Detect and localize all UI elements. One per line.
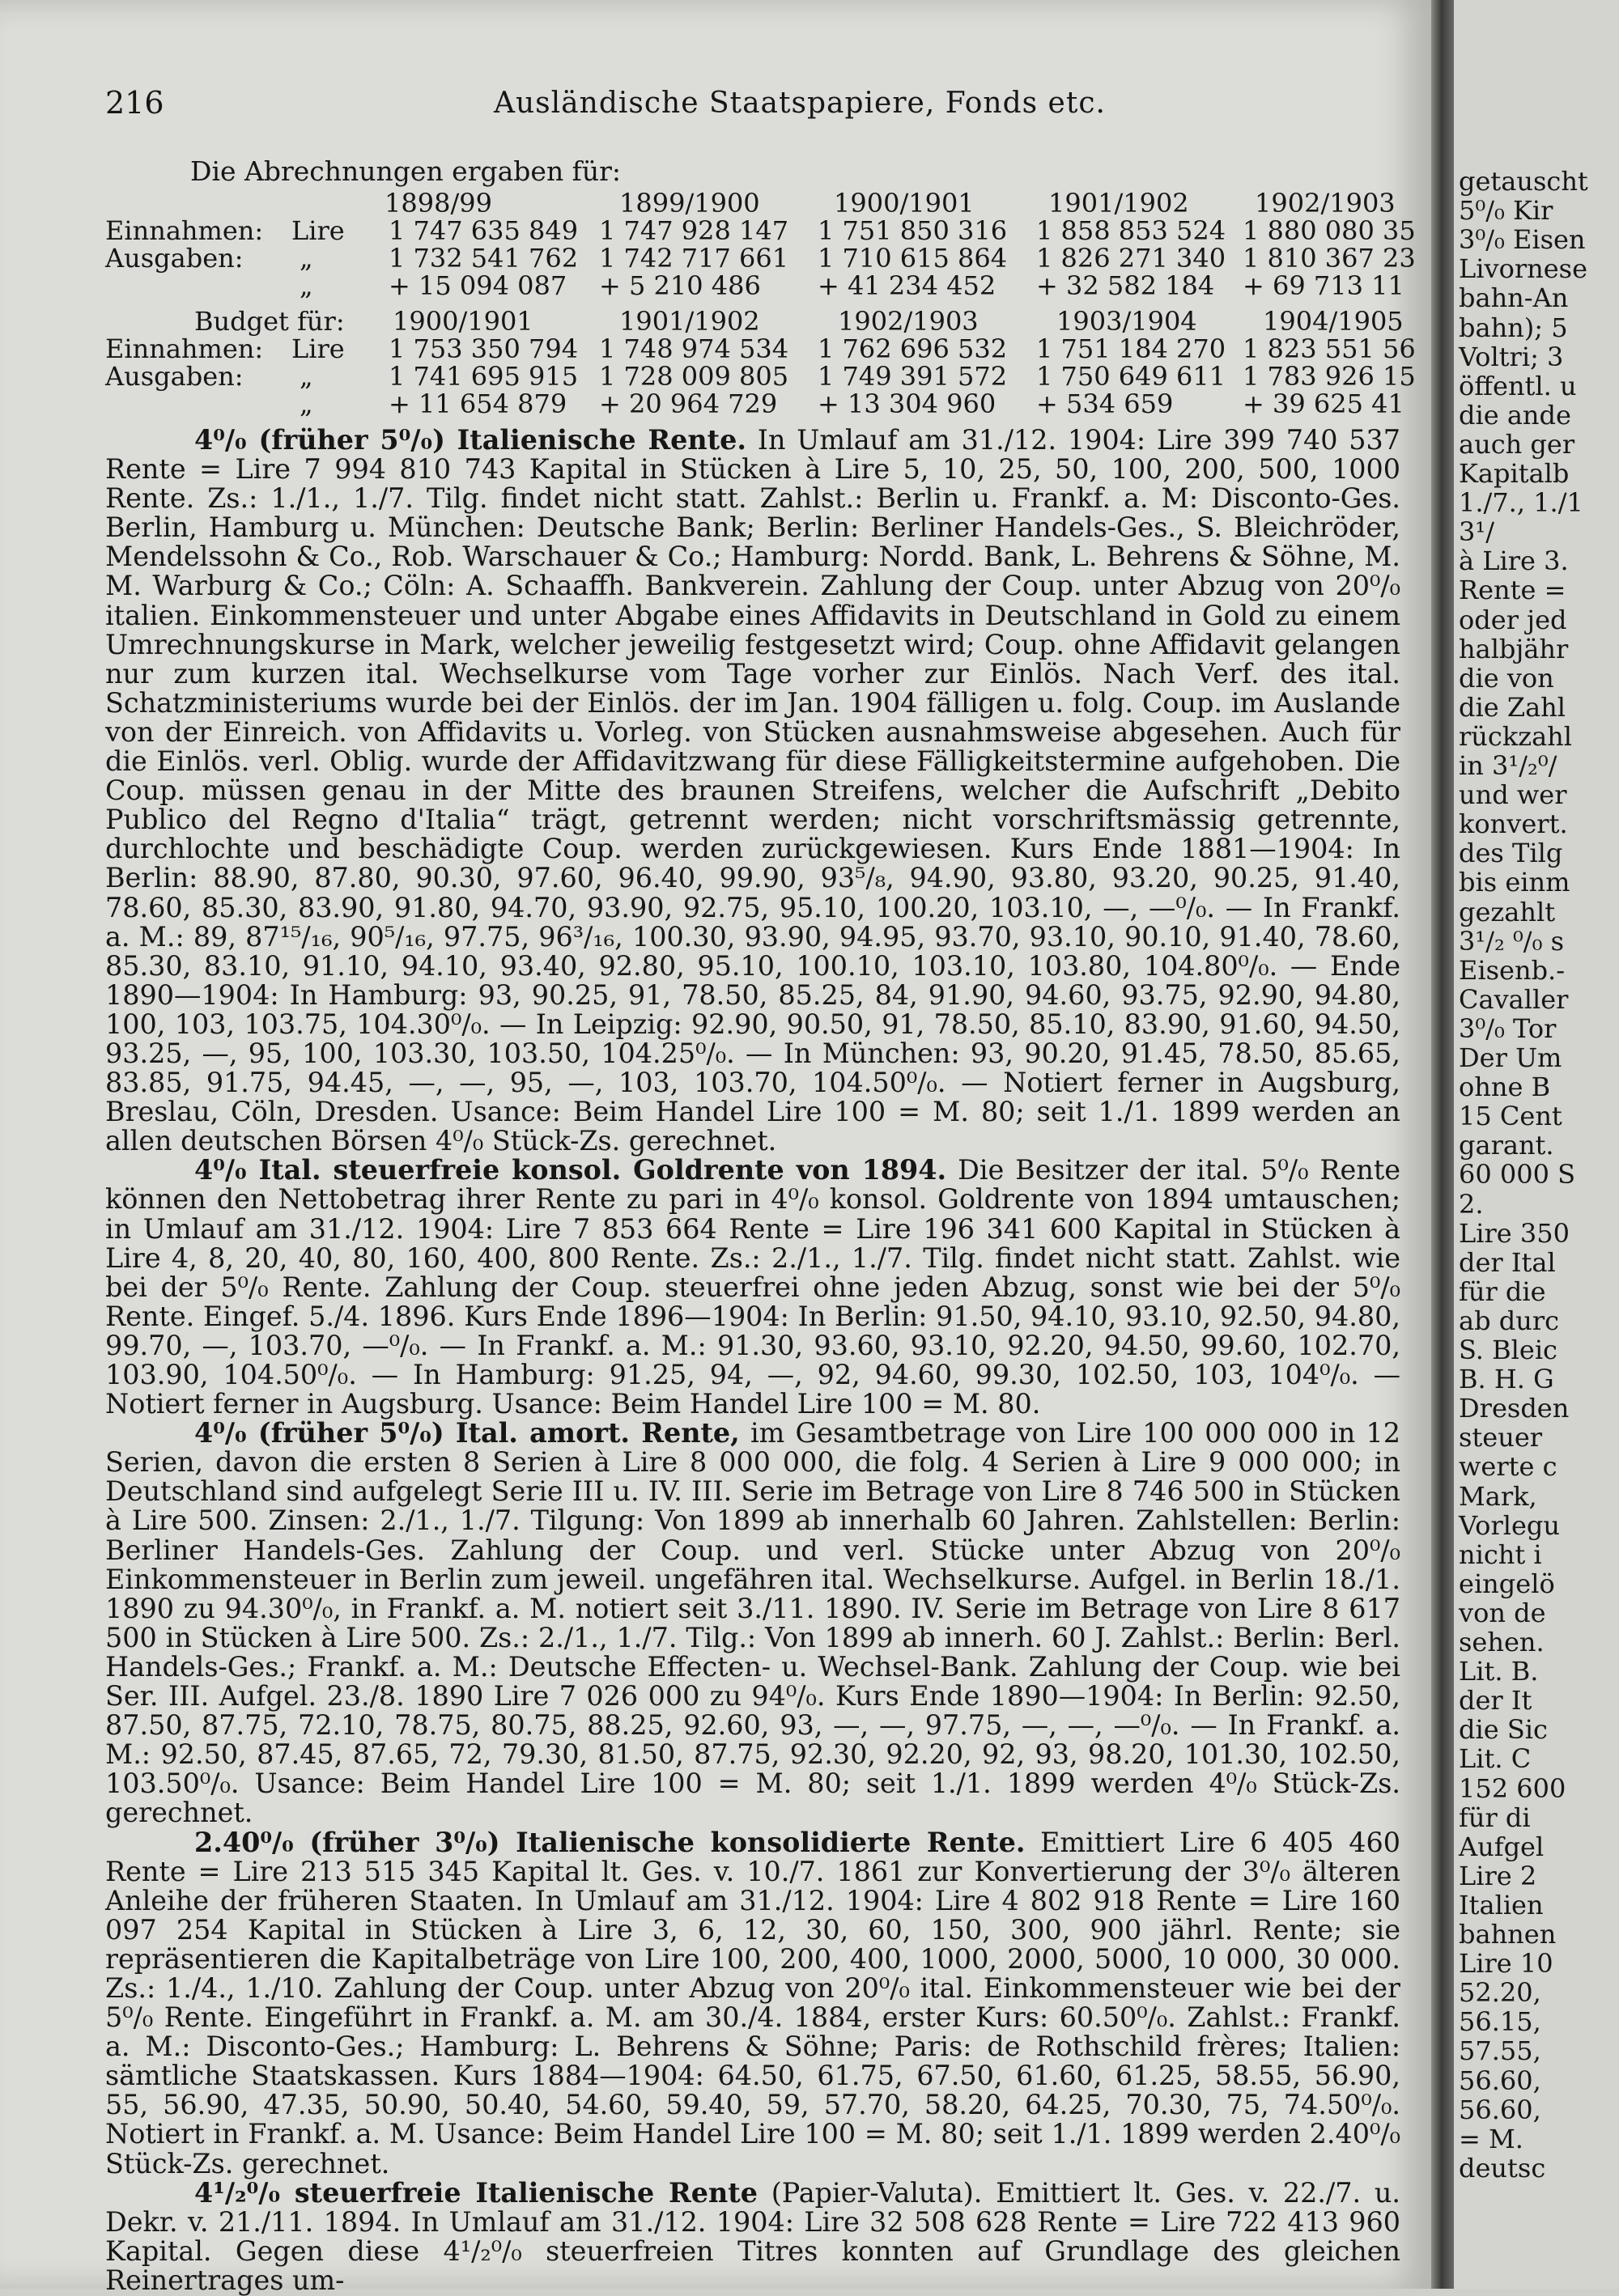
next-page-fragment: eingelö [1459,1568,1555,1599]
next-page-fragment: 5⁰/₀ Kir [1459,195,1553,227]
next-page-fragment: 60 000 S [1459,1159,1576,1190]
value-cell: 1 858 853 524 [1036,215,1226,246]
section-text: In Umlauf am 31./12. 1904: Lire 399 740 537 Rente = Lire 7 994 810 743 Kapital in Stücken à Lire 5, 10, 25, 50, 100, 200, 500, 1000 Rente. Zs.: 1./1., 1./7. Tilg. findet nicht statt. Zahlst.: Berlin u. Frankf. a. M: Disconto-Ges. Berlin, Hamburg u. München: Deutsche Bank; Berlin: Berliner Handels-Ges., S. Bleichröder, Mendelssohn & Co., Rob. Warschauer & Co.; Hamburg: Nordd. Bank, L. Behrens & Söhne, M. M. Warburg & Co.; Cöln: A. Schaaffh. Bankverein. Zahlung der Coup. unter Abzug von 20⁰/₀ italien. Einkommensteuer und unter Abgabe eines Affidavits in Deutschland in Gold zu einem Umrechnungskurse in Mark, welcher jeweilig festgesetzt wird; Coup. ohne Affidavit gelangen nur zum kurzen ital. Wechselkurse vom Tage vorher zur Einlös. Nach Verf. des ital. Schatzministeriums wurde bei der Einlös. der im Jan. 1904 fälligen u. folg. Coup. im Auslande von der Einreich. von Affidavits u. Vorleg. von Stücken ausnahmsweise abgesehen. Auch für die Einlös. verl. Oblig. wurde der Affidavitzwang für diese Fälligkeitstermine aufgehoben. Die Coup. müssen genau in der Mitte des braunen Streifens, welcher die Aufschrift „Debito Publico del Regno d'Italia“ trägt, getrennt werden; nicht vorschriftsmässig getrennte, durchlochte und beschädigte Coup. werden zurückgewiesen. Kurs Ende 1881—1904: In Berlin: 88.90, 87.80, 90.30, 97.60, 96.40, 99.90, 93⁵/₈, 94.90, 93.80, 93.20, 90.25, 91.40, 78.60, 85.30, 83.90, 91.80, 94.70, 93.90, 92.75, 95.10, 100.20, 103.10, —, —⁰/₀. — In Frankf. a. M.: 89, 87¹⁵/₁₆, 90⁵/₁₆, 97.75, 96³/₁₆, 100.30, 93.90, 94.95, 93.70, 93.10, 90.10, 91.40, 78.60, 85.30, 83.10, 91.10, 94.10, 93.40, 92.80, 95.10, 100.10, 103.10, 103.80, 104.80⁰/₀. — Ende 1890—1904: In Hamburg: 93, 90.25, 91, 78.50, 85.25, 84, 91.90, 94.60, 93.75, 92.90, 94.80, 100, 103, 103.75, 104.30⁰/₀. — In Leipzig: 92.90, 90.50, 91, 78.50, 85.10, 83.90, 91.60, 94.50, 93.25, —, 95, 100, 103.30, 103.50, 104.25⁰/₀. — In München: 93, 90.20, 91.45, 78.50, 85.65, 83.85, 91.75, 94.45, —, —, 95, —, 103, 103.70, 104.50⁰/₀. — Notiert ferner in Augsburg, Breslau, Cöln, Dresden. Usance: Beim Handel Lire 100 = M. 80; seit 1./1. 1899 werden an allen deutschen Börsen 4⁰/₀ Stück-Zs. gerechnet. [105,424,1400,1157]
value-cell: 1 728 009 805 [599,361,789,392]
next-page-fragment: ohne B [1459,1072,1551,1103]
next-page-fragment: à Lire 3. [1459,545,1569,577]
next-page-fragment: oder jed [1459,604,1567,635]
next-page-fragment: halbjähr [1459,633,1569,664]
next-page-fragment: werte c [1459,1451,1557,1483]
value-cell: 1 880 080 35 [1243,215,1416,246]
value-cell: 1 751 850 316 [818,215,1008,246]
next-page-fragment: und wer [1459,779,1567,811]
value-cell: + 69 713 11 [1243,270,1404,301]
year-cell: 1904/1905 [1263,306,1404,337]
section-paragraph [105,1156,1400,1419]
next-page-fragment: Aufgel [1459,1831,1545,1862]
value-cell: 1 810 367 23 [1243,243,1416,274]
section-text: im Gesamtbetrage von Lire 100 000 000 in 12 Serien, davon die ersten 8 Serien à Lire 8 000 000, die folg. 4 Serien à Lire 9 000 000; in Deutschland sind aufgelegt Serie III u. IV. III. Serie im Betrage von Lire 8 746 500 in Stücken à Lire 500. Zinsen: 2./1., 1./7. Tilgung: Von 1899 ab innerhalb 60 Jahren. Zahlstellen: Berlin: Berliner Handels-Ges. Zahlung der Coup. und verl. Stücke unter Abzug von 20⁰/₀ Einkommensteuer in Berlin zum jeweil. ungefähren ital. Wechselkurse. Aufgel. in Berlin 18./1. 1890 zu 94.30⁰/₀, in Frankf. a. M. notiert seit 3./11. 1890. IV. Serie im Betrage von Lire 8 617 500 in Stücken à Lire 500. Zs.: 2./1., 1./7. Tilg.: Von 1899 ab innerh. 60 J. Zahlst.: Berlin: Berl. Handels-Ges.; Frankf. a. M.: Deutsche Effecten- u. Wechsel-Bank. Zahlung der Coup. wie bei Ser. III. Aufgel. 23./8. 1890 Lire 7 026 000 zu 94⁰/₀. Kurs Ende 1890—1904: In Berlin: 92.50, 87.50, 87.75, 72.10, 78.75, 80.75, 88.25, 92.60, 93, —, —, 97.75, —, —, —⁰/₀. — In Frankf. a. M.: 92.50, 87.45, 87.65, 72, 79.30, 81.50, 87.75, 92.30, 92.20, 92, 93, 98.20, 101.30, 102.50, 103.50⁰/₀. Usance: Beim Handel Lire 100 = M. 80; seit 1./1. 1899 werden 4⁰/₀ Stück-Zs. gerechnet. [105,1417,1400,1829]
book-gutter [1431,0,1454,2289]
next-page-fragment: bis einm [1459,867,1570,898]
next-page-fragment: 15 Cent [1459,1101,1562,1132]
section-text: (Papier-Valuta). Emittiert lt. Ges. v. 22./7. u. Dekr. v. 21./11. 1894. In Umlauf am 31./12. 1904: Lire 32 508 628 Rente = Lire 722 413 960 Kapital. Gegen diese 4¹/₂⁰/₀ steuerfreien Titres konnten auf Grundlage des gleichen Reinertrages um- [105,2176,1400,2296]
value-cell: 1 747 928 147 [599,215,789,246]
next-page-fragment: Dresden [1459,1393,1570,1424]
next-page-fragment: 56.15, [1459,2006,1541,2038]
next-page-fragment: des Tilg [1459,838,1563,869]
next-page-fragment: bahnen [1459,1919,1557,1950]
next-page-fragment: Eisenb.- [1459,954,1566,986]
section-paragraph [105,2176,1400,2296]
next-page-fragment: für die [1459,1275,1546,1307]
value-cell: 1 747 635 849 [389,215,579,246]
next-page-fragment: Der Um [1459,1042,1562,1073]
budget-year-row [105,306,1417,337]
value-cell: 1 748 974 534 [599,333,789,364]
next-page-fragment: nicht i [1459,1538,1542,1570]
accounts-row-income [105,215,1417,246]
accounts-table [105,188,1417,301]
next-page-fragment: garant. [1459,1130,1554,1161]
section-heading: 4⁰/₀ Ital. steuerfreie konsol. Goldrente von 1894. [194,1154,947,1186]
next-page-fragment: Lire 350 [1459,1217,1570,1249]
year-cell: 1899/1900 [619,188,760,219]
row-unit: „ [300,270,313,301]
article-body [105,426,1400,2295]
value-cell: 1 826 271 340 [1036,243,1226,274]
next-page-fragment: ab durc [1459,1305,1560,1336]
value-cell: + 13 304 960 [818,388,996,419]
next-page-fragment: 3⁰/₀ Tor [1459,1012,1557,1044]
next-page-fragment: der Ital [1459,1246,1556,1278]
value-cell: 1 751 184 270 [1036,333,1226,364]
budget-row-income [105,333,1417,364]
next-page-fragment: Lire 2 [1459,1860,1537,1891]
next-page-fragment: die ande [1459,399,1571,431]
next-page-fragment: Italien [1459,1889,1544,1920]
accounts-year-row [105,188,1417,219]
next-page-fragment: die Sic [1459,1714,1548,1746]
next-page-fragment: 56.60, [1459,2094,1541,2125]
next-page-fragment: S. Bleic [1459,1335,1557,1365]
year-cell: 1898/99 [385,188,492,219]
section-paragraph [105,426,1400,1156]
next-page-fragment: Vorlegu [1459,1509,1560,1541]
next-page-fragment: bahn); 5 [1459,312,1568,343]
running-title: Ausländische Staatspapiere, Fonds etc. [494,87,1106,120]
next-page-fragment: der It [1459,1685,1532,1717]
value-cell: 1 762 696 532 [818,333,1008,364]
next-page-fragment: rückzahl [1459,720,1572,752]
next-page-fragment: auch ger [1459,428,1575,460]
section-heading: 4¹/₂⁰/₀ steuerfreie Italienische Rente [194,2176,758,2209]
accounts-row-expenses [105,243,1417,274]
next-page-fragment: deutsc [1459,2152,1546,2184]
budget-label: Budget für: [194,306,345,337]
row-unit: Lire [291,333,345,364]
next-page-fragment: 1./7., 1./1 [1459,487,1583,519]
value-cell: 1 710 615 864 [818,243,1008,274]
next-page-fragment: Lire 10 [1459,1948,1553,1980]
value-cell: + 41 234 452 [818,270,996,301]
next-page-fragment: in 3¹/₂⁰/ [1459,750,1557,781]
next-page-fragment: gezahlt [1459,896,1556,927]
year-cell: 1902/1903 [838,306,979,337]
next-page-fragment: die von [1459,662,1554,694]
value-cell: 1 750 649 611 [1036,361,1226,392]
page-header [105,85,1400,134]
row-label: Einnahmen: [105,333,264,364]
value-cell: + 5 210 486 [599,270,761,301]
accounts-row-balance [105,270,1417,301]
budget-table [105,306,1417,419]
next-page-fragment: 56.60, [1459,2065,1541,2096]
year-cell: 1903/1904 [1056,306,1197,337]
next-page-fragment: Rente = [1459,575,1566,606]
next-page-fragment: = M. [1459,2123,1523,2154]
section-paragraph [105,1828,1400,2179]
next-page-fragment: 3¹/₂ ⁰/₀ s [1459,925,1564,957]
section-text: Die Besitzer der ital. 5⁰/₀ Rente können den Nettobetrag ihrer Rente zu pari in 4⁰/₀ konsol. Goldrente von 1894 umtauschen; in Umlauf am 31./12. 1904: Lire 7 853 664 Rente = Lire 196 341 600 Kapital in Stücken à Lire 4, 8, 20, 40, 80, 160, 400, 800 Rente. Zs.: 2./1., 1./7. Tilg. findet nicht statt. Zahlst. wie bei der 5⁰/₀ Rente. Zahlung der Coup. steuerfrei ohne jeden Abzug, sonst wie bei der 5⁰/₀ Rente. Eingef. 5./4. 1896. Kurs Ende 1896—1904: In Berlin: 91.50, 94.10, 93.10, 92.50, 94.80, 99.70, —, 103.70, —⁰/₀. — In Frankf. a. M.: 91.30, 93.60, 93.10, 92.20, 94.50, 99.60, 102.70, 103.90, 104.50⁰/₀. — In Hamburg: 91.25, 94, —, 92, 94.60, 99.30, 102.50, 103, 104⁰/₀. — Notiert ferner in Augsburg. Usance: Beim Handel Lire 100 = M. 80. [105,1154,1401,1420]
budget-row-expenses [105,361,1417,392]
next-page-fragment: die Zahl [1459,691,1566,723]
next-page-fragment: 152 600 [1459,1772,1566,1804]
budget-row-balance [105,388,1417,419]
next-page-fragment: getauscht [1459,166,1588,197]
next-page-fragment: Cavaller [1459,983,1569,1015]
value-cell: 1 753 350 794 [389,333,579,364]
year-cell: 1901/1902 [619,306,760,337]
next-page-edge [1454,0,1619,2289]
next-page-fragment: 3⁰/₀ Eisen [1459,224,1586,256]
next-page-fragment: Livornese [1459,253,1588,285]
next-page-fragment: Voltri; 3 [1459,341,1564,372]
value-cell: + 32 582 184 [1036,270,1215,301]
section-paragraph [105,1419,1400,1827]
next-page-fragment: für di [1459,1802,1531,1833]
next-page-fragment: öffentl. u [1459,370,1577,401]
next-page-fragment: 2. [1459,1188,1484,1220]
next-page-fragment: konvert. [1459,808,1568,840]
year-cell: 1900/1901 [834,188,975,219]
year-cell: 1902/1903 [1255,188,1396,219]
value-cell: 1 749 391 572 [818,361,1008,392]
section-heading: 4⁰/₀ (früher 5⁰/₀) Italienische Rente. [194,424,746,456]
row-label: Einnahmen: [105,215,264,246]
next-page-fragment: von de [1459,1597,1546,1628]
value-cell: 1 783 926 15 [1243,361,1416,392]
row-unit: Lire [291,215,345,246]
next-page-fragment: bahn-An [1459,282,1569,314]
next-page-fragment: sehen. [1459,1627,1545,1657]
value-cell: 1 742 717 661 [599,243,789,274]
next-page-fragment: Mark, [1459,1480,1537,1512]
value-cell: 1 823 551 56 [1243,333,1416,364]
row-unit: „ [300,361,313,392]
value-cell: + 534 659 [1036,388,1174,419]
value-cell: + 11 654 879 [389,388,567,419]
next-page-fragment: steuer [1459,1422,1543,1454]
value-cell: 1 741 695 915 [389,361,579,392]
section-heading: 4⁰/₀ (früher 5⁰/₀) Ital. amort. Rente, [194,1417,740,1449]
page-number: 216 [105,85,164,121]
row-unit: „ [300,388,313,419]
next-page-fragment: Lit. B. [1459,1656,1539,1687]
section-heading: 2.40⁰/₀ (früher 3⁰/₀) Italienische konsolidierte Rente. [194,1826,1026,1858]
next-page-fragment: 57.55, [1459,2035,1541,2067]
row-label: Ausgaben: [105,361,244,392]
next-page-fragment: Kapitalb [1459,458,1570,489]
value-cell: + 20 964 729 [599,388,778,419]
section-text: Emittiert Lire 6 405 460 Rente = Lire 213 515 345 Kapital lt. Ges. v. 10./7. 1861 zur Konvertierung der 3⁰/₀ älteren Anleihe der früheren Staaten. In Umlauf am 31./12. 1904: Lire 4 802 918 Rente = Lire 160 097 254 Kapital in Stücken à Lire 3, 6, 12, 30, 60, 150, 300, 900 jährl. Rente; sie repräsentieren die Kapitalbeträge von Lire 100, 200, 400, 1000, 2000, 5000, 10 000, 30 000. Zs.: 1./4., 1./10. Zahlung der Coup. unter Abzug von 20⁰/₀ ital. Einkommensteuer wie bei der 5⁰/₀ Rente. Eingeführt in Frankf. a. M. am 30./4. 1884, erster Kurs: 60.50⁰/₀. Zahlst.: Frankf. a. M.: Disconto-Ges.; Hamburg: L. Behrens & Söhne; Paris: de Rothschild frères; Italien: sämtliche Staatskassen. Kurs 1884—1904: 64.50, 61.75, 67.50, 61.60, 61.25, 58.55, 56.90, 55, 56.90, 47.35, 50.90, 50.40, 54.60, 59.40, 59, 57.70, 58.20, 64.25, 70.30, 75, 74.50⁰/₀. Notiert in Frankf. a. M. Usance: Beim Handel Lire 100 = M. 80; seit 1./1. 1899 werden 2.40⁰/₀ Stück-Zs. gerechnet. [105,1826,1400,2179]
year-cell: 1901/1902 [1048,188,1189,219]
row-unit: „ [300,243,313,274]
accounts-intro: Die Abrechnungen ergaben für: [190,155,622,187]
row-label: Ausgaben: [105,243,244,274]
value-cell: + 39 625 41 [1243,388,1404,419]
year-cell: 1900/1901 [393,306,533,337]
value-cell: + 15 094 087 [389,270,567,301]
next-page-fragment: 52.20, [1459,1977,1541,2009]
value-cell: 1 732 541 762 [389,243,579,274]
next-page-fragment: 3¹/ [1459,516,1494,548]
next-page-fragment: Lit. C [1459,1743,1532,1775]
next-page-fragment: B. H. G [1459,1364,1554,1395]
